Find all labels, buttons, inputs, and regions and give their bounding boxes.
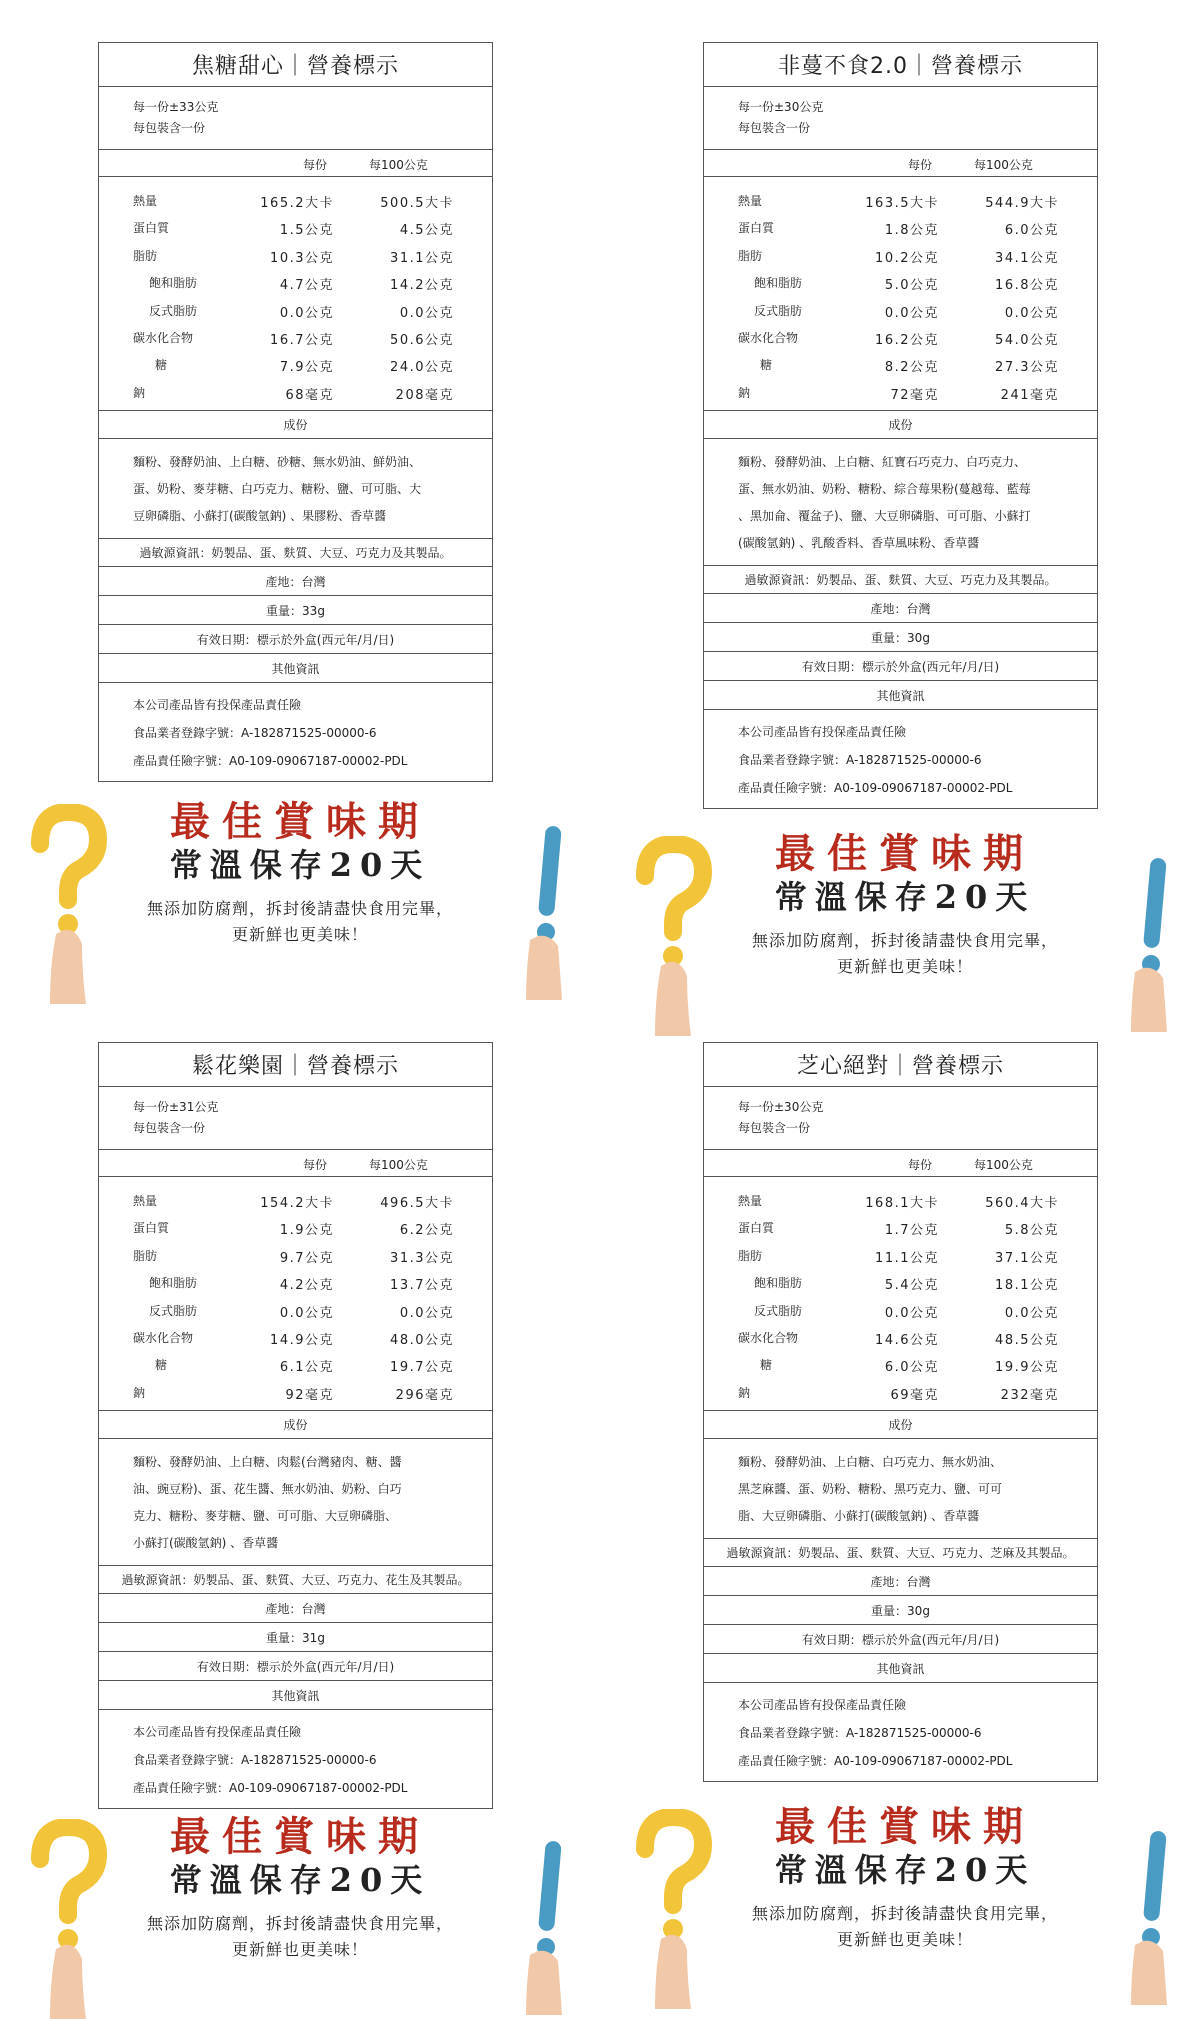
- col-per-serving: 每份: [303, 158, 328, 172]
- other-info-line: 產品責任險字號：A0-109-09067187-00002-PDL: [738, 1754, 1013, 1769]
- serving-size: 每一份±31公克: [133, 1100, 219, 1114]
- nutrient-table: [99, 1177, 492, 1411]
- per-serving-value: 14.9公克: [270, 1332, 334, 1348]
- per-100g-value: 37.1公克: [995, 1250, 1059, 1266]
- nutrient-label: 熱量: [133, 194, 158, 208]
- nutrient-row: [704, 1214, 1097, 1241]
- shelf-life-heading: 最佳賞味期: [170, 798, 430, 845]
- nutrient-row: [704, 324, 1097, 351]
- allergen-info: 過敏源資訊：奶製品、蛋、麩質、大豆、巧克力、芝麻及其製品。: [704, 1539, 1097, 1567]
- serving-info: [704, 87, 1097, 150]
- shelf-life-heading: 最佳賞味期: [775, 830, 1035, 877]
- shelf-life-block: [605, 1795, 1200, 2005]
- nutrition-label-2: [703, 42, 1098, 809]
- per-100g-value: 34.1公克: [995, 250, 1059, 266]
- ingredients-list: [99, 1439, 492, 1566]
- per-serving-value: 69毫克: [890, 1387, 939, 1403]
- label-title: 芝心絕對｜營養標示: [704, 1043, 1097, 1087]
- nutrient-row: [704, 1379, 1097, 1406]
- nutrient-label: 碳水化合物: [738, 1330, 799, 1345]
- column-headers: [704, 1150, 1097, 1177]
- per-serving-value: 1.7公克: [884, 1223, 939, 1239]
- servings-per-package: 每包裝含一份: [133, 121, 206, 135]
- per-serving-value: 1.9公克: [279, 1223, 334, 1239]
- per-serving-value: 0.0公克: [884, 305, 939, 321]
- ingredients-heading: 成份: [99, 1411, 492, 1439]
- nutrient-row: [704, 1297, 1097, 1324]
- per-100g-value: 31.1公克: [390, 250, 454, 266]
- nutrient-row: [99, 1351, 492, 1378]
- preservative-note-line2: 更新鮮也更美味！: [231, 925, 368, 944]
- col-per-serving: 每份: [303, 1158, 328, 1172]
- storage-text: 常溫保存20天: [169, 1861, 431, 1899]
- nutrient-row: [704, 379, 1097, 406]
- nutrient-label: 糖: [155, 1358, 168, 1373]
- ingredients-line: 麵粉、發酵奶油、上白糖、肉鬆(台灣豬肉、糖、醬: [133, 1455, 402, 1470]
- preservative-note-line2: 更新鮮也更美味！: [836, 1930, 973, 1949]
- nutrient-label: 脂肪: [133, 1248, 158, 1263]
- per-100g-value: 48.0公克: [390, 1332, 454, 1348]
- per-100g-value: 0.0公克: [1004, 1305, 1059, 1321]
- per-100g-value: 4.5公克: [399, 223, 454, 239]
- column-headers: [99, 150, 492, 177]
- nutrient-row: [704, 1242, 1097, 1269]
- per-100g-value: 496.5大卡: [380, 1196, 454, 1211]
- ingredients-list: [704, 1439, 1097, 1539]
- ingredients-line: 小蘇打(碳酸氫鈉) 、香草醬: [133, 1536, 279, 1551]
- serving-size: 每一份±33公克: [133, 100, 219, 114]
- per-100g-value: 500.5大卡: [380, 196, 454, 211]
- expiry-date: 有效日期：標示於外盒(西元年/月/日): [704, 652, 1097, 681]
- ingredients-line: 脂、大豆卵磷脂、小蘇打(碳酸氫鈉) 、香草醬: [738, 1509, 980, 1524]
- nutrient-row: [99, 1242, 492, 1269]
- nutrient-row: [704, 351, 1097, 378]
- nutrient-row: [704, 214, 1097, 241]
- other-info-line: 食品業者登錄字號：A-182871525-00000-6: [133, 1753, 377, 1768]
- per-100g-value: 16.8公克: [995, 278, 1059, 294]
- nutrient-label: 蛋白質: [738, 1221, 775, 1236]
- ingredients-heading: 成份: [99, 411, 492, 439]
- nutrient-table: [704, 177, 1097, 411]
- per-serving-value: 10.3公克: [270, 250, 334, 266]
- weight: 重量：33g: [99, 596, 492, 625]
- origin: 產地：台灣: [704, 594, 1097, 623]
- ingredients-line: 黑芝麻醬、蛋、奶粉、糖粉、黑巧克力、鹽、可可: [738, 1482, 1003, 1497]
- servings-per-package: 每包裝含一份: [133, 1121, 206, 1135]
- per-serving-value: 4.2公克: [279, 1278, 334, 1294]
- ingredients-list: [704, 439, 1097, 566]
- other-info-line: 食品業者登錄字號：A-182871525-00000-6: [738, 1726, 982, 1741]
- nutrient-label: 蛋白質: [738, 221, 775, 236]
- per-serving-value: 154.2大卡: [260, 1196, 334, 1211]
- exclamation-mark-icon: [500, 1805, 570, 2015]
- ingredients-line: 蛋、奶粉、麥芽糖、白巧克力、糖粉、鹽、可可脂、大: [133, 482, 422, 497]
- ingredients-line: 麵粉、發酵奶油、上白糖、砂糖、無水奶油、鮮奶油、: [133, 455, 422, 470]
- other-info: [99, 683, 492, 781]
- ingredients-line: 蛋、無水奶油、奶粉、糖粉、綜合莓果粉(蔓越莓、藍莓: [738, 482, 1031, 497]
- nutrient-label: 糖: [760, 1358, 773, 1373]
- serving-info: [99, 87, 492, 150]
- nutrient-table: [704, 1177, 1097, 1411]
- nutrient-label: 鈉: [738, 385, 751, 400]
- other-info-line: 產品責任險字號：A0-109-09067187-00002-PDL: [133, 1781, 408, 1796]
- nutrient-row: [99, 1379, 492, 1406]
- nutrient-row: [99, 187, 492, 214]
- nutrient-row: [99, 242, 492, 269]
- label-title: 非蔓不食2.0｜營養標示: [704, 43, 1097, 87]
- nutrient-row: [99, 1214, 492, 1241]
- per-serving-value: 1.5公克: [279, 223, 334, 239]
- per-serving-value: 165.2大卡: [260, 196, 334, 211]
- per-100g-value: 24.0公克: [390, 360, 454, 376]
- nutrient-row: [704, 1324, 1097, 1351]
- per-100g-value: 19.9公克: [995, 1360, 1059, 1376]
- ingredients-line: 油、豌豆粉)、蛋、花生醬、無水奶油、奶粉、白巧: [133, 1482, 402, 1497]
- shelf-life-block: [605, 822, 1200, 1032]
- other-info-line: 產品責任險字號：A0-109-09067187-00002-PDL: [133, 754, 408, 769]
- label-title: 鬆花樂園｜營養標示: [99, 1043, 492, 1087]
- other-info: [99, 1710, 492, 1808]
- exclamation-mark-icon: [1105, 822, 1175, 1032]
- ingredients-line: (碳酸氫鈉) 、乳酸香料、香草風味粉、香草醬: [738, 536, 980, 551]
- other-info-heading: 其他資訊: [704, 681, 1097, 710]
- expiry-date: 有效日期：標示於外盒(西元年/月/日): [99, 625, 492, 654]
- per-100g-value: 14.2公克: [390, 278, 454, 294]
- nutrient-label: 蛋白質: [133, 1221, 170, 1236]
- col-per-100g: 每100公克: [369, 1158, 428, 1172]
- shelf-life-heading: 最佳賞味期: [775, 1803, 1035, 1850]
- shelf-life-block: [0, 790, 600, 1000]
- preservative-note-line1: 無添加防腐劑，拆封後請盡快食用完畢，: [146, 1914, 453, 1933]
- per-100g-value: 54.0公克: [995, 332, 1059, 348]
- nutrient-label: 糖: [155, 358, 168, 373]
- weight: 重量：30g: [704, 1596, 1097, 1625]
- preservative-note-line1: 無添加防腐劑，拆封後請盡快食用完畢，: [146, 899, 453, 918]
- ingredients-line: 、黑加侖、覆盆子)、鹽、大豆卵磷脂、可可脂、小蘇打: [738, 509, 1031, 524]
- per-100g-value: 18.1公克: [995, 1278, 1059, 1294]
- per-100g-value: 0.0公克: [1004, 305, 1059, 321]
- expiry-date: 有效日期：標示於外盒(西元年/月/日): [704, 1625, 1097, 1654]
- nutrient-label: 蛋白質: [133, 221, 170, 236]
- preservative-note-line2: 更新鮮也更美味！: [836, 957, 973, 976]
- nutrient-label: 飽和脂肪: [149, 276, 198, 291]
- per-serving-value: 16.2公克: [875, 332, 939, 348]
- nutrient-row: [704, 187, 1097, 214]
- other-info-line: 食品業者登錄字號：A-182871525-00000-6: [738, 753, 982, 768]
- per-serving-value: 5.0公克: [884, 278, 939, 294]
- nutrient-row: [99, 269, 492, 296]
- allergen-info: 過敏源資訊：奶製品、蛋、麩質、大豆、巧克力、花生及其製品。: [99, 1566, 492, 1594]
- nutrient-row: [704, 269, 1097, 296]
- per-100g-value: 241毫克: [1000, 387, 1059, 403]
- per-100g-value: 6.0公克: [1004, 223, 1059, 239]
- weight: 重量：30g: [704, 623, 1097, 652]
- per-100g-value: 5.8公克: [1004, 1223, 1059, 1239]
- other-info-line: 食品業者登錄字號：A-182871525-00000-6: [133, 726, 377, 741]
- label-title: 焦糖甜心｜營養標示: [99, 43, 492, 87]
- per-100g-value: 19.7公克: [390, 1360, 454, 1376]
- nutrient-row: [704, 242, 1097, 269]
- ingredients-line: 麵粉、發酵奶油、上白糖、白巧克力、無水奶油、: [738, 1455, 1003, 1470]
- nutrient-row: [704, 297, 1097, 324]
- col-per-serving: 每份: [908, 1158, 933, 1172]
- nutrient-label: 熱量: [738, 194, 763, 208]
- col-per-100g: 每100公克: [369, 158, 428, 172]
- per-serving-value: 10.2公克: [875, 250, 939, 266]
- per-serving-value: 68毫克: [285, 387, 334, 403]
- per-serving-value: 11.1公克: [875, 1250, 939, 1266]
- nutrient-row: [99, 214, 492, 241]
- nutrient-row: [99, 1324, 492, 1351]
- nutrient-label: 鈉: [133, 385, 146, 400]
- column-headers: [99, 1150, 492, 1177]
- nutrient-label: 脂肪: [738, 248, 763, 263]
- nutrient-label: 脂肪: [133, 248, 158, 263]
- nutrient-label: 反式脂肪: [149, 303, 198, 318]
- nutrient-label: 糖: [760, 358, 773, 373]
- per-serving-value: 5.4公克: [884, 1278, 939, 1294]
- other-info: [704, 710, 1097, 808]
- per-serving-value: 72毫克: [890, 387, 939, 403]
- per-100g-value: 50.6公克: [390, 332, 454, 348]
- per-serving-value: 7.9公克: [279, 360, 334, 376]
- other-info-heading: 其他資訊: [99, 654, 492, 683]
- serving-info: [704, 1087, 1097, 1150]
- col-per-serving: 每份: [908, 158, 933, 172]
- other-info-line: 本公司產品皆有投保產品責任險: [133, 1725, 302, 1740]
- shelf-life-heading: 最佳賞味期: [170, 1813, 430, 1860]
- ingredients-line: 豆卵磷脂、小蘇打(碳酸氫鈉) 、果膠粉、香草醬: [133, 509, 387, 524]
- exclamation-mark-icon: [1105, 1795, 1175, 2005]
- other-info-line: 本公司產品皆有投保產品責任險: [133, 698, 302, 713]
- nutrient-label: 碳水化合物: [738, 330, 799, 345]
- per-100g-value: 0.0公克: [399, 305, 454, 321]
- nutrition-label-1: [98, 42, 493, 782]
- exclamation-mark-icon: [500, 790, 570, 1000]
- ingredients-heading: 成份: [704, 411, 1097, 439]
- storage-text: 常溫保存20天: [169, 846, 431, 884]
- nutrient-row: [99, 324, 492, 351]
- per-100g-value: 27.3公克: [995, 360, 1059, 376]
- storage-text: 常溫保存20天: [774, 1851, 1036, 1889]
- weight: 重量：31g: [99, 1623, 492, 1652]
- other-info-line: 本公司產品皆有投保產品責任險: [738, 725, 907, 740]
- nutrient-label: 飽和脂肪: [754, 1276, 803, 1291]
- nutrient-label: 熱量: [133, 1194, 158, 1208]
- nutrient-label: 反式脂肪: [754, 303, 803, 318]
- serving-size: 每一份±30公克: [738, 100, 824, 114]
- other-info-heading: 其他資訊: [99, 1681, 492, 1710]
- col-per-100g: 每100公克: [974, 1158, 1033, 1172]
- nutrient-row: [99, 351, 492, 378]
- nutrient-label: 反式脂肪: [754, 1303, 803, 1318]
- other-info-line: 本公司產品皆有投保產品責任險: [738, 1698, 907, 1713]
- servings-per-package: 每包裝含一份: [738, 121, 811, 135]
- nutrient-label: 飽和脂肪: [754, 276, 803, 291]
- ingredients-line: 克力、糖粉、麥芽糖、鹽、可可脂、大豆卵磷脂、: [133, 1509, 398, 1524]
- nutrient-row: [704, 1269, 1097, 1296]
- per-serving-value: 9.7公克: [279, 1250, 334, 1266]
- nutrient-row: [99, 379, 492, 406]
- per-serving-value: 6.1公克: [279, 1360, 334, 1376]
- per-serving-value: 6.0公克: [884, 1360, 939, 1376]
- per-100g-value: 31.3公克: [390, 1250, 454, 1266]
- nutrient-label: 碳水化合物: [133, 1330, 194, 1345]
- per-100g-value: 13.7公克: [390, 1278, 454, 1294]
- ingredients-line: 麵粉、發酵奶油、上白糖、紅寶石巧克力、白巧克力、: [738, 455, 1027, 470]
- other-info-heading: 其他資訊: [704, 1654, 1097, 1683]
- per-serving-value: 0.0公克: [279, 1305, 334, 1321]
- nutrient-row: [704, 1187, 1097, 1214]
- shelf-life-block: [0, 1805, 600, 2015]
- per-serving-value: 92毫克: [285, 1387, 334, 1403]
- per-100g-value: 544.9大卡: [985, 196, 1059, 211]
- per-100g-value: 48.5公克: [995, 1332, 1059, 1348]
- per-serving-value: 14.6公克: [875, 1332, 939, 1348]
- nutrient-label: 鈉: [738, 1385, 751, 1400]
- per-serving-value: 163.5大卡: [865, 196, 939, 211]
- nutrient-row: [99, 1297, 492, 1324]
- preservative-note-line2: 更新鮮也更美味！: [231, 1940, 368, 1959]
- nutrient-table: [99, 177, 492, 411]
- column-headers: [704, 150, 1097, 177]
- nutrient-label: 熱量: [738, 1194, 763, 1208]
- expiry-date: 有效日期：標示於外盒(西元年/月/日): [99, 1652, 492, 1681]
- preservative-note-line1: 無添加防腐劑，拆封後請盡快食用完畢，: [751, 931, 1058, 950]
- other-info: [704, 1683, 1097, 1781]
- per-100g-value: 296毫克: [395, 1387, 454, 1403]
- per-100g-value: 560.4大卡: [985, 1196, 1059, 1211]
- nutrition-label-3: [98, 1042, 493, 1809]
- per-100g-value: 0.0公克: [399, 1305, 454, 1321]
- nutrient-label: 鈉: [133, 1385, 146, 1400]
- ingredients-list: [99, 439, 492, 539]
- per-serving-value: 0.0公克: [279, 305, 334, 321]
- other-info-line: 產品責任險字號：A0-109-09067187-00002-PDL: [738, 781, 1013, 796]
- origin: 產地：台灣: [704, 1567, 1097, 1596]
- col-per-100g: 每100公克: [974, 158, 1033, 172]
- nutrient-row: [99, 1187, 492, 1214]
- allergen-info: 過敏源資訊：奶製品、蛋、麩質、大豆、巧克力及其製品。: [704, 566, 1097, 594]
- nutrient-row: [704, 1351, 1097, 1378]
- servings-per-package: 每包裝含一份: [738, 1121, 811, 1135]
- per-serving-value: 8.2公克: [884, 360, 939, 376]
- per-100g-value: 6.2公克: [399, 1223, 454, 1239]
- origin: 產地：台灣: [99, 567, 492, 596]
- ingredients-heading: 成份: [704, 1411, 1097, 1439]
- serving-size: 每一份±30公克: [738, 1100, 824, 1114]
- allergen-info: 過敏源資訊：奶製品、蛋、麩質、大豆、巧克力及其製品。: [99, 539, 492, 567]
- per-serving-value: 16.7公克: [270, 332, 334, 348]
- nutrient-label: 飽和脂肪: [149, 1276, 198, 1291]
- nutrition-label-4: [703, 1042, 1098, 1782]
- nutrient-label: 脂肪: [738, 1248, 763, 1263]
- nutrient-label: 碳水化合物: [133, 330, 194, 345]
- per-serving-value: 4.7公克: [279, 278, 334, 294]
- per-serving-value: 168.1大卡: [865, 1196, 939, 1211]
- nutrient-label: 反式脂肪: [149, 1303, 198, 1318]
- per-serving-value: 1.8公克: [884, 223, 939, 239]
- preservative-note-line1: 無添加防腐劑，拆封後請盡快食用完畢，: [751, 1904, 1058, 1923]
- serving-info: [99, 1087, 492, 1150]
- nutrient-row: [99, 297, 492, 324]
- origin: 產地：台灣: [99, 1594, 492, 1623]
- per-serving-value: 0.0公克: [884, 1305, 939, 1321]
- storage-text: 常溫保存20天: [774, 878, 1036, 916]
- nutrient-row: [99, 1269, 492, 1296]
- per-100g-value: 232毫克: [1000, 1387, 1059, 1403]
- per-100g-value: 208毫克: [395, 387, 454, 403]
